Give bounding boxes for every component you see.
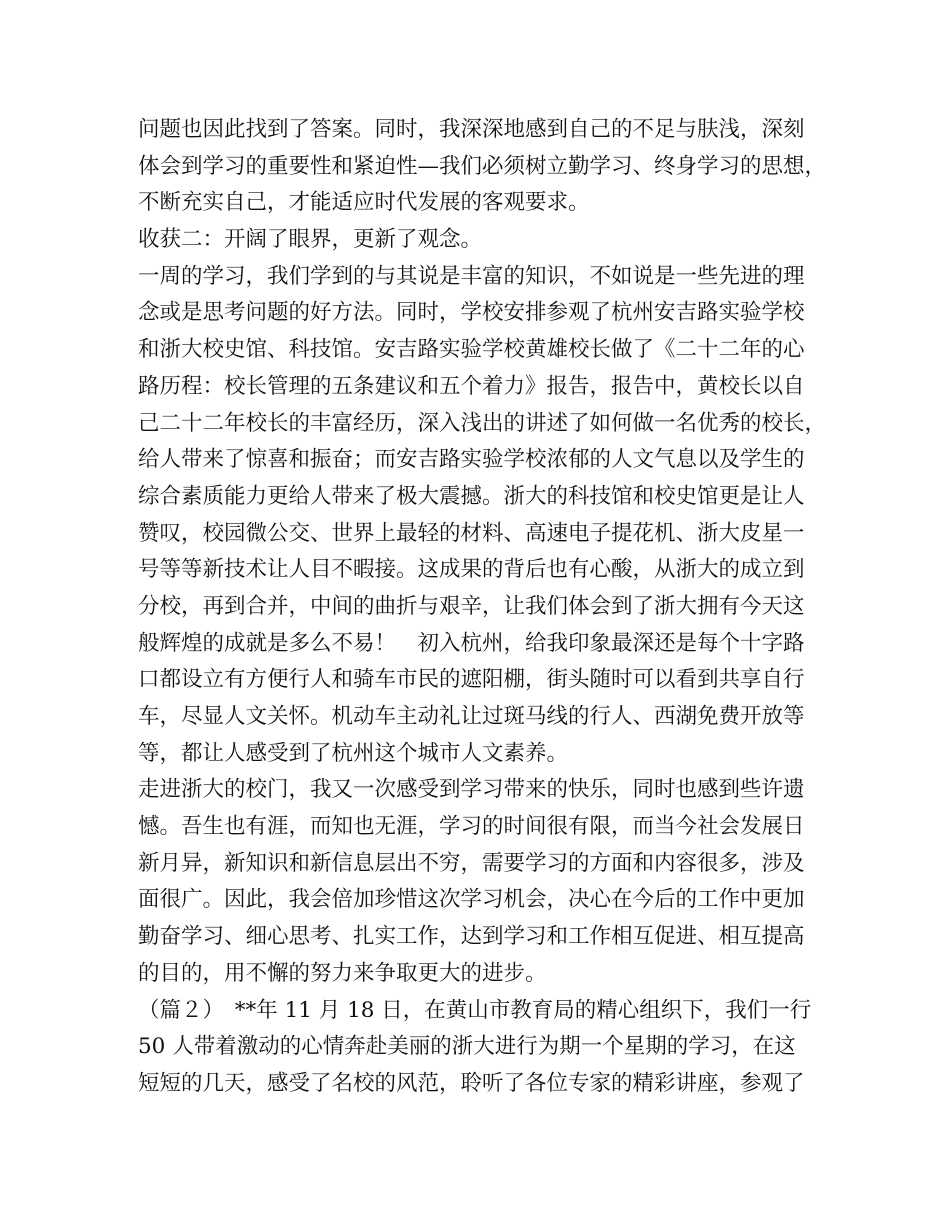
text-line: 问题也因此找到了答案。同时，我深深地感到自己的不足与肤浅，深刻 [138, 117, 805, 142]
text-line: 综合素质能力更给人带来了极大震撼。浙大的科技馆和校史馆更是让人 [138, 483, 805, 509]
text-line: 分校，再到合并，中间的曲折与艰辛，让我们体会到了浙大拥有今天这 [138, 593, 805, 619]
text-line: 号等等新技术让人目不暇接。这成果的背后也有心酸，从浙大的成立到 [138, 557, 805, 583]
text-line: 憾。吾生也有涯，而知也无涯，学习的时间很有限，而当今社会发展日 [138, 814, 805, 840]
text-line: 新月异，新知识和新信息层出不穷，需要学习的方面和内容很多，涉及 [138, 850, 805, 876]
text-line: 赞叹，校园微公交、世界上最轻的材料、高速电子提花机、浙大皮星一 [138, 520, 805, 546]
text-line: （篇２） **年 11 月 18 日，在黄山市教育局的精心组织下，我们一行 [138, 997, 812, 1023]
text-line: 口都设立有方便行人和骑车市民的遮阳棚，街头随时可以看到共享自行 [138, 667, 805, 693]
text-line: 短短的几天，感受了名校的风范，聆听了各位专家的精彩讲座，参观了 [138, 1070, 805, 1096]
text-line: 般辉煌的成就是多么不易！ 初入杭州，给我印象最深还是每个十字路 [138, 630, 805, 656]
section-heading: 收获二：开阔了眼界，更新了观念。 [138, 227, 483, 253]
text-line: 和浙大校史馆、科技馆。安吉路实验学校黄雄校长做了《二十二年的心 [138, 337, 805, 363]
text-line: 走进浙大的校门，我又一次感受到学习带来的快乐，同时也感到些许遗 [138, 777, 805, 803]
text-line: 勤奋学习、细心思考、扎实工作，达到学习和工作相互促进、相互提高 [138, 924, 805, 950]
body-text [138, 112, 838, 1103]
text-line: 不断充实自己，才能适应时代发展的客观要求。 [138, 190, 590, 216]
text-line: 给人带来了惊喜和振奋；而安吉路实验学校浓郁的人文气息以及学生的 [138, 447, 805, 473]
text-line: 车，尽显人文关怀。机动车主动礼让过斑马线的行人、西湖免费开放等 [138, 704, 805, 729]
text-line: 念或是思考问题的好方法。同时，学校安排参观了杭州安吉路实验学校 [138, 300, 805, 326]
text-line: 路历程：校长管理的五条建议和五个着力》报告，报告中，黄校长以自 [138, 373, 805, 399]
text-line: 的目的，用不懈的努力来争取更大的进步。 [138, 960, 547, 986]
text-line: 一周的学习，我们学到的与其说是丰富的知识，不如说是一些先进的理 [138, 263, 805, 289]
text-line: 体会到学习的重要性和紧迫性—我们必须树立勤学习、终身学习的思想， [138, 153, 827, 179]
text-line: 己二十二年校长的丰富经历，深入浅出的讲述了如何做一名优秀的校长， [138, 410, 827, 436]
text-line: 50 人带着激动的心情奔赴美丽的浙大进行为期一个星期的学习，在这 [138, 1034, 796, 1060]
text-line: 等，都让人感受到了杭州这个城市人文素养。 [138, 740, 569, 766]
text-line: 面很广。因此，我会倍加珍惜这次学习机会，决心在今后的工作中更加 [138, 887, 805, 913]
